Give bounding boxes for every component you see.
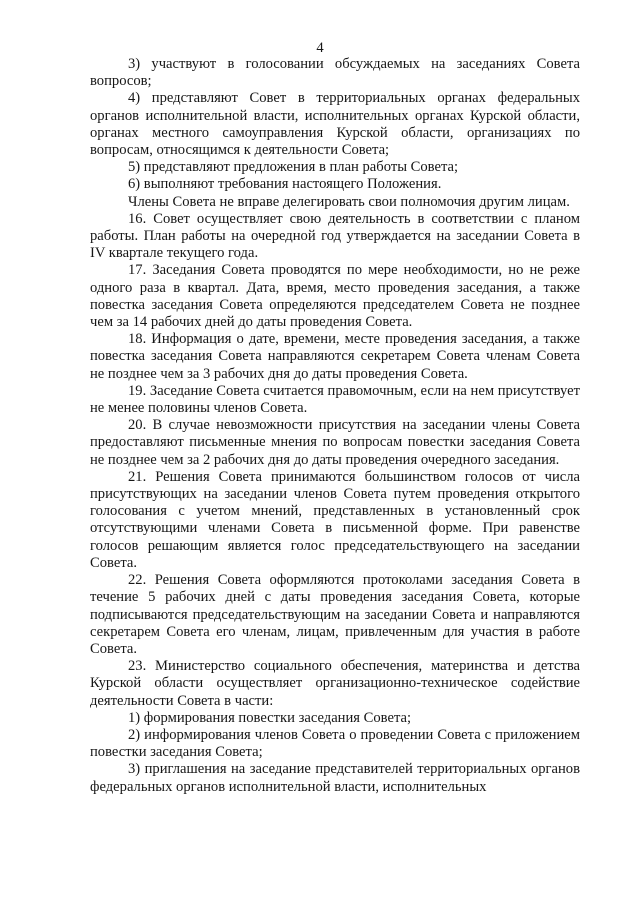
paragraph-20: 20. В случае невозможности присутствия на заседании члены Совета предоставляют письменные мнения по вопросам повестки заседания Совета не позднее чем за 2 рабочих дня до даты проведения очередного заседания.	[90, 417, 580, 468]
paragraph-no-delegation: Члены Совета не вправе делегировать свои полномочия другим лицам.	[128, 193, 570, 210]
paragraph-19: 19. Заседание Совета считается правомочным, если на нем присутствует не менее половины членов Совета.	[90, 382, 580, 417]
paragraph-item-6: 6) выполняют требования настоящего Положения.	[128, 176, 442, 193]
paragraph-item-3: 3) участвуют в голосовании обсуждаемых на заседаниях Совета вопросов;	[90, 56, 580, 90]
paragraph-23-item-3: 3) приглашения на заседание представителей территориальных органов федеральных органов исполнительной власти, исполнительных	[90, 761, 580, 795]
paragraph-item-5: 5) представляют предложения в план работы Совета;	[128, 159, 459, 176]
paragraph-22: 22. Решения Совета оформляются протоколами заседания Совета в течение 5 рабочих дней с даты проведения заседания Совета, которые подписываются председательствующим на заседании Совета и направляются секретарем Совета его членам, лицам, привлеченным для участия в работе Совета.	[90, 572, 580, 657]
paragraph-21: 21. Решения Совета принимаются большинством голосов от числа присутствующих на заседании членов Совета путем проведения открытого голосования с учетом мнений, представленных в установленный срок отсутствующими членами Совета в письменной форме. При равенстве голосов решающим является голос председательствующего на заседании Совета.	[90, 468, 580, 571]
paragraph-23-item-1: 1) формирования повестки заседания Совета;	[128, 709, 412, 726]
document-body	[90, 56, 580, 796]
paragraph-23-item-2: 2) информирования членов Совета о проведении Совета с приложением повестки заседания Совета;	[90, 726, 580, 761]
paragraph-23: 23. Министерство социального обеспечения, материнства и детства Курской области осуществляет организационно-техническое содействие деятельности Совета в части:	[90, 658, 580, 709]
paragraph-18: 18. Информация о дате, времени, месте проведения заседания, а также повестка заседания Совета направляются секретарем Совета членам Совета не позднее чем за 3 рабочих дня до даты проведения Совета.	[90, 331, 580, 382]
paragraph-17: 17. Заседания Совета проводятся по мере необходимости, но не реже одного раза в квартал. Дата, время, место проведения заседания, а также повестка заседания Совета определяются председателем Совета не позднее чем за 14 рабочих дней до даты проведения Совета.	[90, 262, 580, 331]
paragraph-16: 16. Совет осуществляет свою деятельность в соответствии с планом работы. План работы на очередной год утверждается на заседании Совета в IV квартале текущего года.	[90, 210, 580, 262]
page-number: 4	[316, 40, 324, 56]
paragraph-item-4: 4) представляют Совет в территориальных органах федеральных органов исполнительной власти, исполнительных органах Курской области, органах местного самоуправления Курской области, организациях по вопросам, относящимся к деятельности Совета;	[90, 90, 580, 159]
